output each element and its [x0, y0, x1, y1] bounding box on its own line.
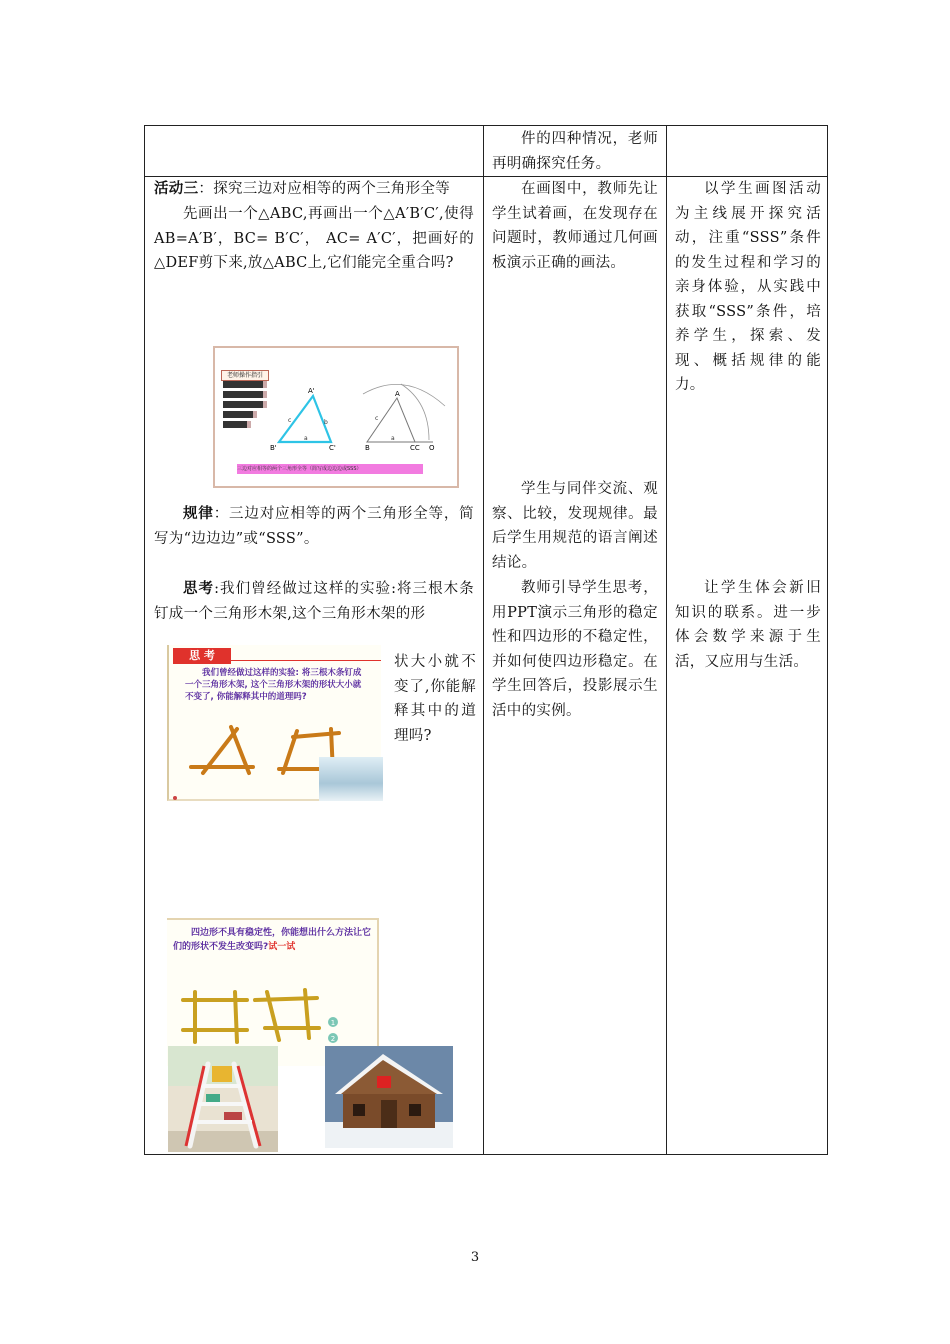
activity-label: 活动三: [154, 181, 199, 197]
svg-text:a: a: [304, 435, 308, 442]
shelf-photo: [168, 1046, 278, 1152]
student-process: 学生与同伴交流、观察、比较，发现规律。最后学生用规范的语言阐述结论。: [492, 481, 658, 571]
think-text-continued: 状大小就不变了,你能解释其中的道理吗?: [394, 654, 476, 744]
slide-caption: 三边对应相等的两个三角形全等（简写成边边边或SSS）: [237, 464, 423, 474]
try-it-label: 试一试: [268, 942, 296, 952]
menu-title: 老师操作指引: [221, 370, 269, 381]
slide-text: 四边形不具有稳定性，你能想出什么方法让它们的形状不发生改变吗?试一试: [173, 928, 372, 952]
vertex-label: C': [329, 444, 336, 452]
slide-text: 我们曾经做过这样的实验: 将三根木条钉成一个三角形木架, 这个三角形木架的形状大小就不变了, 你能解释其中的道理吗?: [185, 668, 362, 702]
svg-text:B: B: [365, 444, 370, 452]
rule-paragraph: [154, 502, 474, 551]
svg-text:a: a: [391, 435, 395, 442]
cabin-photo: [325, 1046, 453, 1148]
think-paragraph: [154, 577, 474, 626]
rule-text: ：三边对应相等的两个三角形全等，简写为“边边边”或“SSS”。: [154, 506, 474, 547]
think-slide: [167, 645, 381, 801]
think-label: 思考: [183, 581, 215, 597]
column-divider: [483, 126, 484, 1154]
think-text: :我们曾经做过这样的实验:将三根木条钉成一个三角形木架,这个三角形木架的形: [154, 581, 475, 622]
vertex-label: B': [270, 444, 277, 452]
teacher-process-2: 教师引导学生思考，用PPT演示三角形的稳定性和四边形的不稳定性，并如何使四边形稳定。在学生回答后，投影展示生活中的实例。: [492, 580, 658, 719]
svg-text:CC: CC: [410, 444, 420, 452]
design-intent-1: 以学生画图活动为主线展开探究活动，注重“SSS”条件的发生过程和学习的亲身体验，从实践中获取“SSS”条件，培养学生，探索、发现、概括规律的能力。: [675, 181, 821, 393]
vertex-label: A': [308, 387, 315, 395]
activity3-description: 先画出一个△ABC,再画出一个△A′B′C′,使得AB=A′B′，BC= B′C′， AC= A′C′，把画好的△DEF剪下来,放△ABC上,它们能完全重合吗?: [154, 206, 474, 271]
activity-title: ：探究三边对应相等的两个三角形全等: [198, 181, 451, 197]
svg-text:A: A: [395, 390, 400, 398]
geometry-slide: [213, 346, 459, 488]
row1-process-text: 件的四种情况，老师再明确探究任务。: [492, 131, 658, 172]
quadrilateral-slide: [167, 918, 379, 1066]
option-number: 2: [330, 1035, 336, 1043]
slide-title: 思 考: [173, 648, 231, 664]
page-number: 3: [470, 1250, 480, 1265]
design-intent-2: 让学生体会新旧知识的联系。进一步体会数学来源于生活，又应用与生活。: [675, 580, 821, 670]
teacher-process-1: 在画图中，教师先让学生试着画，在发现存在问题时，教师通过几何画板演示正确的画法。: [492, 181, 658, 271]
activity3-heading: [154, 177, 484, 202]
rule-label: 规律: [183, 506, 214, 522]
option-number: 1: [330, 1019, 336, 1027]
svg-text:c: c: [288, 417, 292, 424]
svg-text:b: b: [324, 419, 328, 426]
snow-tree-image: [319, 757, 383, 801]
svg-text:O: O: [429, 444, 435, 452]
column-divider: [666, 126, 667, 1154]
svg-text:c: c: [375, 415, 379, 422]
